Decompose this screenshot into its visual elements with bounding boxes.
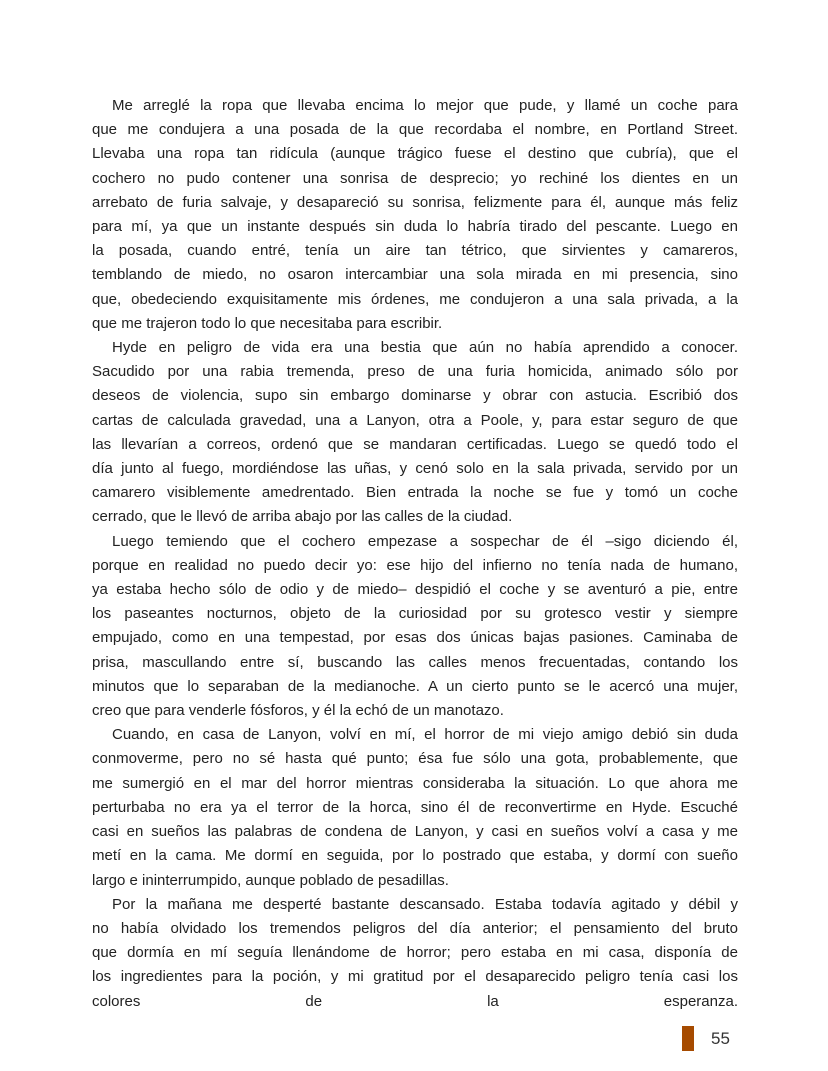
- text-line: las llevarían a correos, ordenó que se mandaran certificadas. Luego se quedó todo el: [92, 435, 738, 453]
- text-line: Cuando, en casa de Lanyon, volví en mí, el horror de mi viejo amigo debió sin duda: [112, 726, 738, 744]
- text-line: perturbaba no era ya el terror de la horca, sino él de reconvertirme en Hyde. Escuché: [92, 798, 738, 816]
- text-line: cartas de calculada gravedad, una a Lanyon, otra a Poole, y, para estar seguro de que: [92, 411, 738, 429]
- text-line: ya estaba hecho sólo de odio y de miedo– despidió el coche y se aventuró a pie, entre: [92, 581, 738, 599]
- text-line: arrebato de furia salvaje, y desapareció su sonrisa, felizmente para él, aunque más feliz: [92, 193, 738, 211]
- text-line: la posada, cuando entré, tenía un aire tan tétrico, que sirvientes y camareros,: [92, 242, 738, 260]
- text-line: Por la mañana me desperté bastante descansado. Estaba todavía agitado y débil y: [112, 895, 738, 913]
- text-line: Me arreglé la ropa que llevaba encima lo mejor que pude, y llamé un coche para: [112, 97, 738, 114]
- text-line: largo e ininterrumpido, aunque poblado de pesadillas.: [92, 871, 449, 889]
- text-line: deseos de violencia, supo sin embargo dominarse y obrar con astucia. Escribió dos: [92, 387, 738, 405]
- text-line: Sacudido por una rabia tremenda, preso de una furia homicida, animado sólo por: [92, 363, 738, 381]
- text-line: que me condujera a una posada de la que recordaba el nombre, en Portland Street.: [92, 121, 738, 139]
- text-line: cochero no pudo contener una sonrisa de desprecio; yo rechiné los dientes en un: [92, 169, 738, 187]
- text-line: camarero visiblemente amedrentado. Bien entrada la noche se fue y tomó un coche: [92, 484, 738, 502]
- text-line: casi en sueños las palabras de condena de Lanyon, y casi en sueños volví a casa y me: [92, 823, 738, 841]
- text-line: temblando de miedo, no osaron intercambiar una sola mirada en mi presencia, sino: [92, 266, 738, 284]
- page-number: 55: [711, 1029, 730, 1048]
- text-line: que dormía en mí seguía llenándome de horror; pero estaba en mi casa, disponía de: [92, 944, 738, 962]
- text-line: cerrado, que le llevó de arriba abajo por las calles de la ciudad.: [92, 508, 513, 526]
- text-line: no había olvidado los tremendos peligros del día anterior; el pensamiento del bruto: [92, 919, 738, 937]
- body-text: [92, 94, 738, 1014]
- text-line: creo que para venderle fósforos, y él la echó de un manotazo.: [92, 702, 504, 720]
- page-marker-bar: [682, 1026, 694, 1051]
- text-line: colores de la esperanza.: [92, 992, 738, 1010]
- text-line: empujado, como en una tempestad, por esas dos únicas bajas pasiones. Caminaba de: [92, 629, 738, 647]
- text-line: me sumergió en el mar del horror mientras consideraba la situación. Lo que ahora me: [92, 774, 738, 792]
- paragraph: [92, 723, 738, 892]
- text-line: metí en la cama. Me dormí en seguida, por lo postrado que estaba, y dormí con sueño: [92, 847, 738, 865]
- text-line: los paseantes nocturnos, objeto de la curiosidad por su grotesco vestir y siempre: [92, 605, 738, 623]
- paragraph: [92, 336, 738, 530]
- text-line: prisa, mascullando entre sí, buscando las calles menos frecuentadas, contando los: [92, 653, 738, 671]
- text-line: minutos que lo separaban de la medianoche. A un cierto punto se le acercó una mujer,: [92, 677, 738, 695]
- text-line: para mí, ya que un instante después sin duda lo habría tirado del pescante. Luego en: [92, 218, 738, 236]
- text-line: conmoverme, pero no sé hasta qué punto; ésa fue sólo una gota, probablemente, que: [92, 750, 738, 768]
- paragraph: [92, 530, 738, 724]
- text-line: día junto al fuego, mordiéndose las uñas, y cenó solo en la sala privada, servido por un: [92, 460, 738, 478]
- text-line: Hyde en peligro de vida era una bestia que aún no había aprendido a conocer.: [112, 339, 738, 357]
- text-line: que, obedeciendo exquisitamente mis órdenes, me condujeron a una sala privada, a la: [92, 290, 738, 308]
- text-line: porque en realidad no puedo decir yo: ese hijo del infierno no tenía nada de humano,: [92, 556, 738, 574]
- text-line: Luego temiendo que el cochero empezase a sospechar de él –sigo diciendo él,: [112, 532, 738, 550]
- text-line: los ingredientes para la poción, y mi gratitud por el desaparecido peligro tenía casi los: [92, 968, 738, 986]
- text-line: Llevaba una ropa tan ridícula (aunque trágico fuese el destino que cubría), que el: [92, 145, 738, 163]
- paragraph: [92, 94, 738, 336]
- paragraph: [92, 893, 738, 1014]
- text-line: que me trajeron todo lo que necesitaba para escribir.: [92, 314, 443, 332]
